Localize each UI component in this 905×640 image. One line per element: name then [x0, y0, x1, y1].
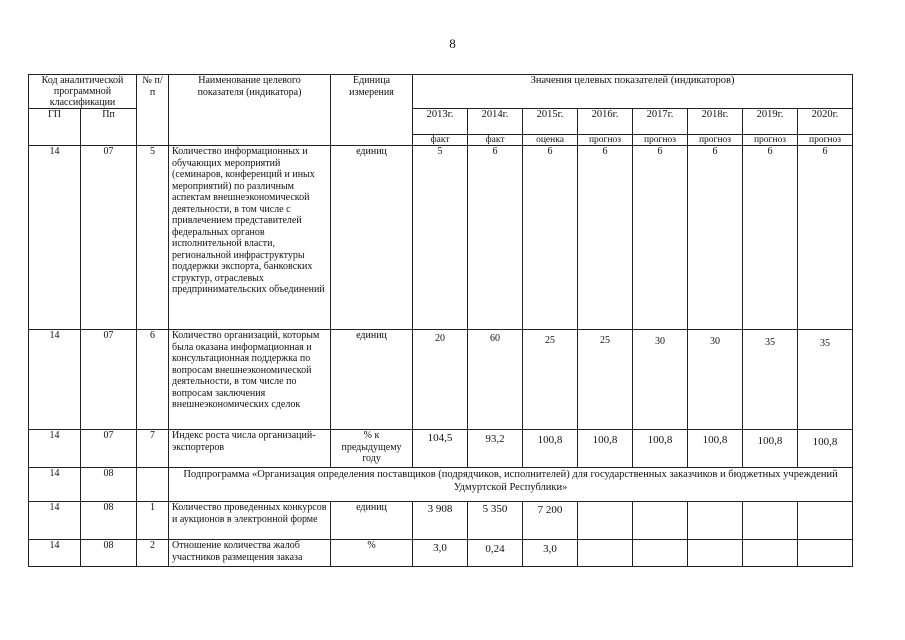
- value-cell: [798, 502, 853, 540]
- value-cell: 30: [688, 330, 743, 430]
- unit-header: Единица измерения: [331, 75, 413, 146]
- num-header: № п/п: [137, 75, 169, 146]
- value-cell: 25: [578, 330, 633, 430]
- value-cell: 100,8: [688, 430, 743, 468]
- value-cell: [633, 540, 688, 567]
- table-row: [29, 330, 853, 430]
- value-cell: [743, 540, 798, 567]
- num-cell: 2: [137, 540, 169, 567]
- pp-cell: 08: [81, 540, 137, 567]
- pp-cell: 08: [81, 468, 137, 502]
- year-header: 2013г.: [413, 109, 468, 135]
- value-type-header: прогноз: [798, 135, 853, 146]
- value-cell: 100,8: [798, 430, 853, 468]
- value-cell: 60: [468, 330, 523, 430]
- value-cell: 35: [798, 330, 853, 430]
- pp-cell: 07: [81, 430, 137, 468]
- value-cell: 7 200: [523, 502, 578, 540]
- value-cell: [633, 502, 688, 540]
- value-cell: 6: [798, 146, 853, 330]
- table-row: [29, 502, 853, 540]
- pp-cell: 07: [81, 146, 137, 330]
- unit-cell: единиц: [331, 146, 413, 330]
- value-cell: 20: [413, 330, 468, 430]
- year-header: 2020г.: [798, 109, 853, 135]
- value-type-header: факт: [468, 135, 523, 146]
- value-cell: 30: [633, 330, 688, 430]
- pp-header: Пп: [81, 109, 137, 146]
- indicator-name-cell: Количество проведенных конкурсов и аукционов в электронной форме: [169, 502, 331, 540]
- gp-cell: 14: [29, 468, 81, 502]
- subprogram-row: [29, 468, 853, 502]
- table-row: [29, 146, 853, 330]
- num-cell: [137, 468, 169, 502]
- gp-cell: 14: [29, 330, 81, 430]
- year-header: 2018г.: [688, 109, 743, 135]
- year-header: 2015г.: [523, 109, 578, 135]
- num-cell: 7: [137, 430, 169, 468]
- unit-cell: единиц: [331, 502, 413, 540]
- unit-cell: %: [331, 540, 413, 567]
- indicators-table: [28, 74, 853, 567]
- value-type-header: прогноз: [743, 135, 798, 146]
- year-header: 2019г.: [743, 109, 798, 135]
- value-cell: 5 350: [468, 502, 523, 540]
- code-group-header: Код аналитической программной классификации: [29, 75, 137, 109]
- indicator-name-cell: Количество информационных и обучающих мероприятий (семинаров, конференций и иных мероприятий) по различным аспектам внешнеэкономической деятельности, в том числе с привлечением представителей федеральных органов исполнительной власти, региональной инфраструктуры поддержки экспорта, банковских структур, отраслевых предпринимательских объединений: [169, 146, 331, 330]
- name-header: Наименование целевого показателя (индикатора): [169, 75, 331, 146]
- value-cell: 100,8: [743, 430, 798, 468]
- unit-cell: % к предыдущему году: [331, 430, 413, 468]
- value-type-header: факт: [413, 135, 468, 146]
- table-row: [29, 540, 853, 567]
- value-cell: 100,8: [578, 430, 633, 468]
- value-cell: 6: [688, 146, 743, 330]
- value-cell: [578, 502, 633, 540]
- value-cell: [688, 540, 743, 567]
- value-cell: 6: [468, 146, 523, 330]
- value-cell: 6: [578, 146, 633, 330]
- values-title-header: Значения целевых показателей (индикаторов): [413, 75, 853, 109]
- gp-cell: 14: [29, 430, 81, 468]
- value-cell: 104,5: [413, 430, 468, 468]
- num-cell: 1: [137, 502, 169, 540]
- page-number: 8: [449, 36, 456, 51]
- value-cell: 5: [413, 146, 468, 330]
- indicator-name-cell: Индекс роста числа организаций-экспортеров: [169, 430, 331, 468]
- value-type-header: прогноз: [633, 135, 688, 146]
- num-cell: 5: [137, 146, 169, 330]
- value-cell: 6: [743, 146, 798, 330]
- gp-cell: 14: [29, 502, 81, 540]
- value-type-header: прогноз: [578, 135, 633, 146]
- value-cell: 6: [523, 146, 578, 330]
- gp-cell: 14: [29, 540, 81, 567]
- gp-header: ГП: [29, 109, 81, 146]
- value-cell: [743, 502, 798, 540]
- indicator-name-cell: Количество организаций, которым была оказана информационная и консультационная поддержка по вопросам внешнеэкономической деятельности, в том числе по вопросам заключения внешнеэкономических сделок: [169, 330, 331, 430]
- year-header: 2016г.: [578, 109, 633, 135]
- value-type-header: прогноз: [688, 135, 743, 146]
- year-header: 2014г.: [468, 109, 523, 135]
- value-cell: 93,2: [468, 430, 523, 468]
- pp-cell: 08: [81, 502, 137, 540]
- pp-cell: 07: [81, 330, 137, 430]
- value-cell: [578, 540, 633, 567]
- value-cell: 3,0: [523, 540, 578, 567]
- value-cell: 100,8: [523, 430, 578, 468]
- year-header: 2017г.: [633, 109, 688, 135]
- value-cell: 6: [633, 146, 688, 330]
- value-type-header: оценка: [523, 135, 578, 146]
- value-cell: 35: [743, 330, 798, 430]
- value-cell: 25: [523, 330, 578, 430]
- gp-cell: 14: [29, 146, 81, 330]
- num-cell: 6: [137, 330, 169, 430]
- value-cell: 0,24: [468, 540, 523, 567]
- unit-cell: единиц: [331, 330, 413, 430]
- table-row: [29, 430, 853, 468]
- indicator-name-cell: Отношение количества жалоб участников размещения заказа: [169, 540, 331, 567]
- value-cell: 3,0: [413, 540, 468, 567]
- value-cell: 100,8: [633, 430, 688, 468]
- value-cell: [798, 540, 853, 567]
- value-cell: 3 908: [413, 502, 468, 540]
- value-cell: [688, 502, 743, 540]
- subprogram-title: Подпрограмма «Организация определения поставщиков (подрядчиков, исполнителей) для государственных заказчиков и бюджетных учреждений Удмуртской Республики»: [169, 468, 853, 502]
